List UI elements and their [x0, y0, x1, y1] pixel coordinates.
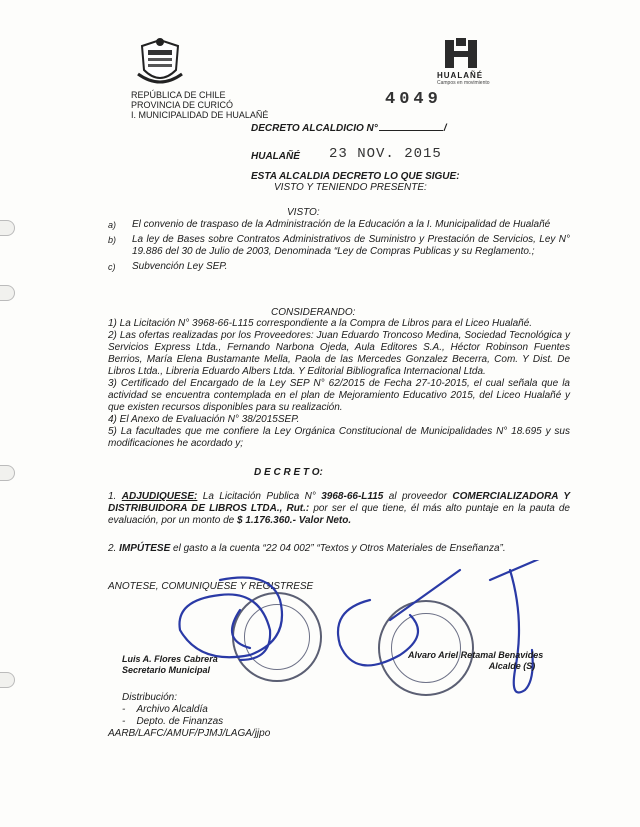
visto-item	[108, 261, 570, 273]
item-number: 1.	[108, 491, 117, 502]
mayor-signature	[408, 650, 543, 672]
initials-line: AARB/LAFC/AMUF/PJMJ/LAGA/jjpo	[108, 728, 271, 739]
item-text: La Licitación Publica N°	[202, 491, 316, 502]
list-marker: b)	[108, 235, 117, 245]
binder-hole	[0, 672, 15, 688]
binder-hole	[0, 465, 15, 481]
issuer-block	[131, 90, 268, 120]
imputese-label: IMPÚTESE	[119, 543, 171, 554]
considerando-item: 4) El Anexo de Evaluación N° 38/2015SEP.	[108, 414, 300, 425]
province-line: PROVINCIA DE CURICÓ	[131, 100, 234, 110]
secretary-signature	[122, 654, 218, 676]
signer-name: Luis A. Flores Cabrera	[122, 654, 218, 664]
award-amount: $ 1.176.360.- Valor Neto.	[236, 515, 352, 526]
municipality-line: I. MUNICIPALIDAD DE HUALAÑÉ	[131, 110, 269, 120]
visto-item	[108, 234, 570, 258]
distribution-item: - Archivo Alcaldía	[122, 704, 208, 715]
item-number: 2.	[108, 543, 117, 554]
considerando-item: 3) Certificado del Encargado de la Ley SEP N° 62/2015 de Fecha 27-10-2015, el cual señala que la actividad se encuentra contemplada en el plan de Mejoramiento Educativo 2015, del Liceo Hualañé y que existen recursos disponibles para su realización.	[108, 378, 570, 413]
visto-item	[108, 219, 570, 231]
decree-label: DECRETO ALCALDICIO N° /	[251, 123, 447, 134]
republic-line: REPÚBLICA DE CHILE	[131, 90, 226, 100]
binder-hole	[0, 220, 15, 236]
decreto-item-2	[108, 543, 506, 554]
hualane-logo-icon	[441, 38, 481, 70]
signer-name: Alvaro Ariel Retamal Benavides	[408, 650, 544, 660]
tender-number: 3968-66-L115	[321, 491, 384, 502]
date-stamp: 23 NOV. 2015	[329, 146, 442, 162]
distribution-item: - Depto. de Finanzas	[122, 716, 224, 727]
visto-title: VISTO:	[287, 207, 320, 218]
distribution-title: Distribución:	[122, 692, 178, 703]
list-marker: a)	[108, 220, 117, 230]
list-marker: c)	[108, 262, 116, 272]
signer-role: Secretario Municipal	[122, 665, 211, 675]
considerando-list	[108, 318, 570, 450]
item-text: al proveedor	[388, 491, 447, 502]
provider-name: COMERCIALIZADORA Y DISTRIBUIDORA DE LIBROS LTDA., Rut.:	[108, 491, 571, 514]
adjudiquese-label: ADJUDIQUESE:	[121, 491, 198, 502]
closing-line: ANOTESE, COMUNIQUESE Y REGISTRESE	[108, 581, 314, 592]
intro-line-2: VISTO Y TENIENDO PRESENTE:	[274, 182, 427, 193]
coat-of-arms-icon	[136, 34, 184, 90]
right-logo-tagline: Campos en movimiento	[437, 80, 490, 86]
list-item-text: La ley de Bases sobre Contratos Administrativos de Suministro y Prestación de Servicios, Ley N° 19.886 del 30 de Julio de 2003, Denominada “Ley de Compras Publicas y su Reglamento.;	[132, 234, 570, 257]
considerando-item: 2) Las ofertas realizadas por los Proveedores: Juan Eduardo Troncoso Medina, Sociedad Tecnológica y Servicios Express Ltda., Fernando Narbona Ojeda, Aula Editores S.A., Héctor Robinson Fuentes Berrios, María Elena Bustamante Mella, Paola de las Mercedes Gonzalez Becerra, Com. Y Dist. De Libros Ltda., Libreria Eduardo Albers Ltda. Y Editorial Bibliografica Internacional Ltda.	[108, 330, 570, 377]
place-label: HUALAÑÉ	[251, 151, 300, 162]
right-logo-text: HUALAÑÉ	[437, 71, 484, 80]
decreto-title: D E C R E T O:	[254, 467, 323, 478]
list-item-text: El convenio de traspaso de la Administración de la Educación a la I. Municipalidad de Hualañé	[132, 219, 551, 230]
considerando-title: CONSIDERANDO:	[271, 307, 356, 318]
item-text: el gasto a la cuenta “22 04 002” “Textos y Otros Materiales de Enseñanza”.	[173, 543, 506, 554]
item-text: por ser el que tiene, él más alto puntaje en la pauta de evaluación, por un monto de	[108, 503, 570, 526]
considerando-item: 1) La Licitación N° 3968-66-L115 correspondiente a la Compra de Libros para el Liceo Hualañé.	[108, 318, 533, 329]
intro-line-1: ESTA ALCALDIA DECRETO LO QUE SIGUE:	[251, 171, 460, 182]
considerando-item: 5) La facultades que me confiere la Ley Orgánica Constitucional de Municipalidades N° 18.695 y sus modificaciones he acordado y;	[108, 426, 570, 449]
binder-hole	[0, 285, 15, 301]
list-item-text: Subvención Ley SEP.	[132, 261, 228, 272]
visto-list	[108, 219, 570, 273]
decree-number: 4049	[385, 90, 442, 109]
distribution-block	[122, 692, 223, 728]
decreto-item-1	[108, 491, 570, 527]
signer-role: Alcalde (S)	[488, 661, 536, 671]
